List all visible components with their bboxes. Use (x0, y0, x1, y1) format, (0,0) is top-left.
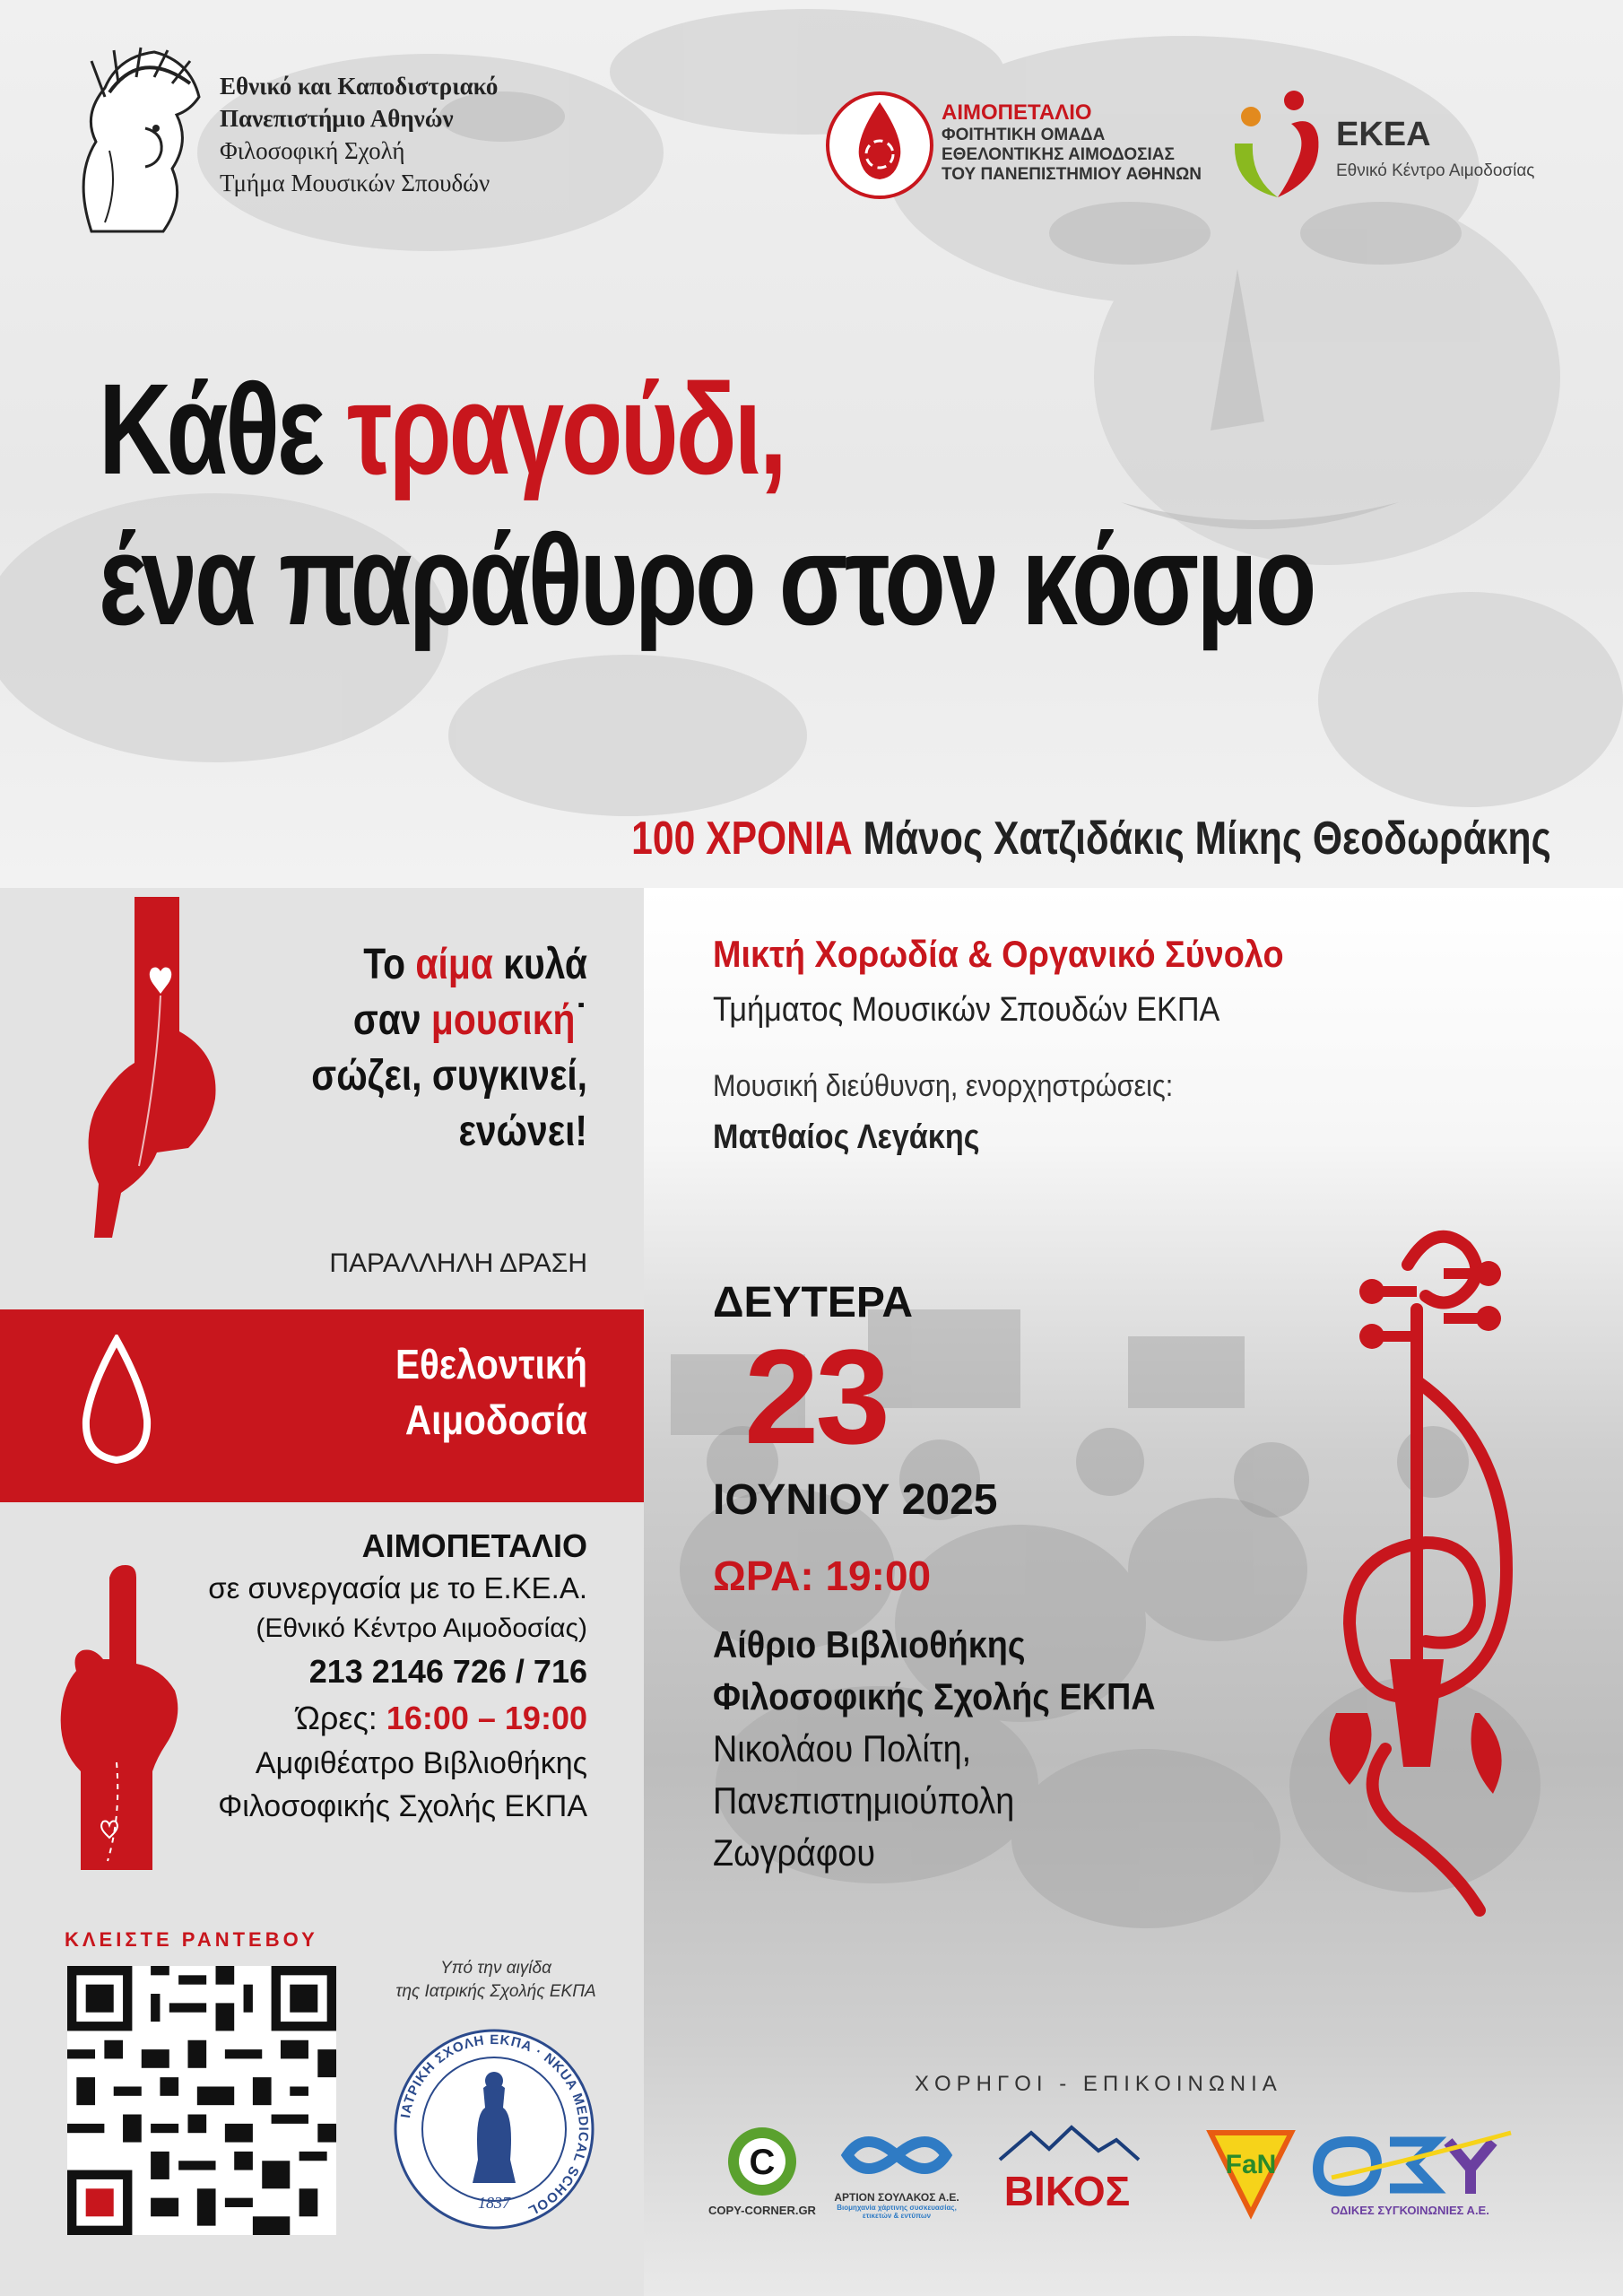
artion-logo (829, 2124, 964, 2187)
title-line1 (99, 354, 1253, 505)
slogan-word-music: μουσική (430, 996, 576, 1044)
aimopetalio-line2: ΕΘΕΛΟΝΤΙΚΗΣ ΑΙΜΟΔΟΣΙΑΣ (942, 145, 1175, 164)
title-line2: ένα παράθυρο στον κόσμο (99, 508, 1315, 652)
sponsor-subcaption: Βιομηχανία χάρτινης συσκευασίας, ετικετών & εντύπων (837, 2204, 957, 2220)
hours-label: Ώρες: (295, 1700, 386, 1736)
aegis-line1: Υπό την αιγίδα (440, 1959, 551, 1978)
university-name (220, 70, 596, 199)
hours-row (175, 1695, 587, 1742)
university-line3: Φιλοσοφική Σχολή (220, 137, 405, 164)
organizer-partner-full: (Εθνικό Κέντρο Αιμοδοσίας) (256, 1613, 587, 1643)
sponsor-caption: COPY-CORNER.GR (708, 2204, 816, 2217)
director-name: Ματθαίος Λεγάκης (713, 1118, 980, 1156)
athena-logo (56, 43, 208, 240)
university-line4: Τμήμα Μουσικών Σπουδών (220, 170, 490, 196)
partner-text: σε συνεργασία με το Ε.ΚΕ.Α. (208, 1571, 587, 1605)
phone-number[interactable]: 213 2146 726 / 716 (308, 1653, 587, 1690)
hours-value: 16:00 – 19:00 (386, 1700, 587, 1736)
venue-line2: Φιλοσοφικής Σχολής ΕΚΠΑ (713, 1675, 1156, 1718)
direction-label: Μουσική διεύθυνση, ενορχηστρώσεις: (713, 1069, 1174, 1103)
organizer-name: ΑΙΜΟΠΕΤΑΛΙΟ (361, 1527, 587, 1564)
fan-logo (1202, 2124, 1300, 2222)
university-line1: Εθνικό και Καποδιστριακό (220, 73, 499, 100)
slogan-line1 (267, 937, 587, 993)
pointing-hand-icon (54, 1565, 188, 1870)
title-line1-black: Κάθε (99, 357, 348, 501)
fan-mark: FaN (1225, 2150, 1277, 2179)
violin-treble-clef-icon (1300, 1211, 1560, 1928)
venue-line1: Αίθριο Βιβλιοθήκης (713, 1623, 1026, 1665)
sponsor-vikos[interactable] (982, 2124, 1152, 2222)
osy-logo (1305, 2124, 1515, 2199)
event-venue (713, 1619, 1156, 1879)
aimopetalio-text (942, 100, 1202, 185)
poster-subtitle (631, 812, 1551, 865)
booking-qr-code[interactable] (67, 1966, 336, 2235)
aimopetalio-name: ΑΙΜΟΠΕΤΑΛΙΟ (942, 100, 1092, 125)
sponsor-copy-corner[interactable] (708, 2124, 816, 2222)
sponsor-caption: ΟΔΙΚΕΣ ΣΥΓΚΟΙΝΩΝΙΕΣ Α.Ε. (1331, 2204, 1489, 2217)
slogan-word: σαν (352, 996, 431, 1044)
sponsor-fan[interactable] (1202, 2124, 1300, 2222)
subtitle-composers: Μάνος Χατζιδάκις Μίκης Θεοδωράκης (852, 813, 1551, 865)
donation-line2: Αιμοδοσία (404, 1396, 587, 1443)
aegis-line2: της Ιατρικής Σχολής ΕΚΠΑ (395, 1982, 596, 2001)
address-line3: Ζωγράφου (713, 1831, 876, 1874)
address-line2: Πανεπιστημιούπολη (713, 1779, 1015, 1822)
medical-school-seal (390, 2025, 598, 2233)
organizer-partner (175, 1568, 587, 1609)
parallel-action-label: ΠΑΡΑΛΛΗΛΗ ΔΡΑΣΗ (329, 1248, 587, 1278)
aimopetalio-logo-icon (825, 83, 934, 201)
department-name: Τμήματος Μουσικών Σπουδών ΕΚΠΑ (713, 991, 1220, 1029)
seal-year: 1837 (478, 2194, 510, 2212)
subtitle-years: 100 ΧΡΟΝΙΑ (631, 813, 853, 865)
vikos-wordmark: ΒΙΚΟΣ (1003, 2168, 1131, 2214)
slogan-punct: ˙ (575, 996, 587, 1044)
poster-title (99, 354, 1315, 656)
slogan (267, 937, 587, 1160)
event-date: 23 (744, 1321, 887, 1472)
sponsors-label: ΧΟΡΗΓΟΙ - ΕΠΙΚΟΙΝΩΝΙΑ (915, 2072, 1282, 2096)
ensemble-name: Μικτή Χορωδία & Οργανικό Σύνολο (713, 933, 1284, 975)
event-day: ΔΕΥΤΕΡΑ (713, 1279, 913, 1326)
vikos-mountains-logo (982, 2124, 1152, 2163)
slogan-line4: ενώνει! (458, 1108, 587, 1155)
ekea-logo-icon (1224, 88, 1332, 204)
aimopetalio-line1: ΦΟΙΤΗΤΙΚΗ ΟΜΑΔΑ (942, 126, 1106, 144)
seal-ring-text: ΙΑΤΡΙΚΗ ΣΧΟΛΗ ΕΚΠΑ · NKUA MEDICAL SCHOOL (397, 2031, 592, 2219)
slogan-word: κυλά (492, 941, 587, 988)
title-line1-red: τραγούδι, (347, 357, 785, 501)
aegis-text (384, 1957, 608, 2004)
booking-label: ΚΛΕΙΣΤΕ ΡΑΝΤΕΒΟΥ (65, 1928, 318, 1951)
donation-details (175, 1525, 587, 1828)
sponsor-artion[interactable] (829, 2124, 964, 2222)
blood-drop-icon (72, 1335, 161, 1469)
donation-place-line2: Φιλοσοφικής Σχολής ΕΚΠΑ (218, 1789, 587, 1823)
hand-heart-icon (85, 897, 220, 1238)
copy-corner-logo (708, 2124, 816, 2199)
address-line1: Νικολάου Πολίτη, (713, 1727, 972, 1770)
sponsor-osy[interactable] (1305, 2124, 1515, 2222)
slogan-line2 (267, 993, 587, 1048)
donation-place-line1: Αμφιθέατρο Βιβλιοθήκης (255, 1746, 587, 1780)
sponsor-caption: ΑΡΤΙΟΝ ΣΟΥΛΑΚΟΣ Α.Ε. (834, 2191, 959, 2204)
event-month-year: ΙΟΥΝΙΟΥ 2025 (713, 1476, 998, 1524)
event-time: ΩΡΑ: 19:00 (713, 1552, 932, 1599)
ekea-text (1336, 115, 1534, 181)
donation-label (256, 1336, 587, 1448)
ekea-subtitle: Εθνικό Κέντρο Αιμοδοσίας (1336, 161, 1535, 180)
ekea-name: ΕΚΕΑ (1336, 116, 1431, 153)
copy-corner-mark: C (749, 2143, 776, 2182)
slogan-word: Το (363, 941, 416, 988)
slogan-word-blood: αίμα (415, 941, 493, 988)
donation-line1: Εθελοντική (395, 1341, 587, 1387)
slogan-line3: σώζει, συγκινεί, (311, 1052, 587, 1100)
university-line2: Πανεπιστήμιο Αθηνών (220, 105, 454, 132)
aimopetalio-line3: ΤΟΥ ΠΑΝΕΠΙΣΤΗΜΙΟΥ ΑΘΗΝΩΝ (942, 165, 1202, 184)
